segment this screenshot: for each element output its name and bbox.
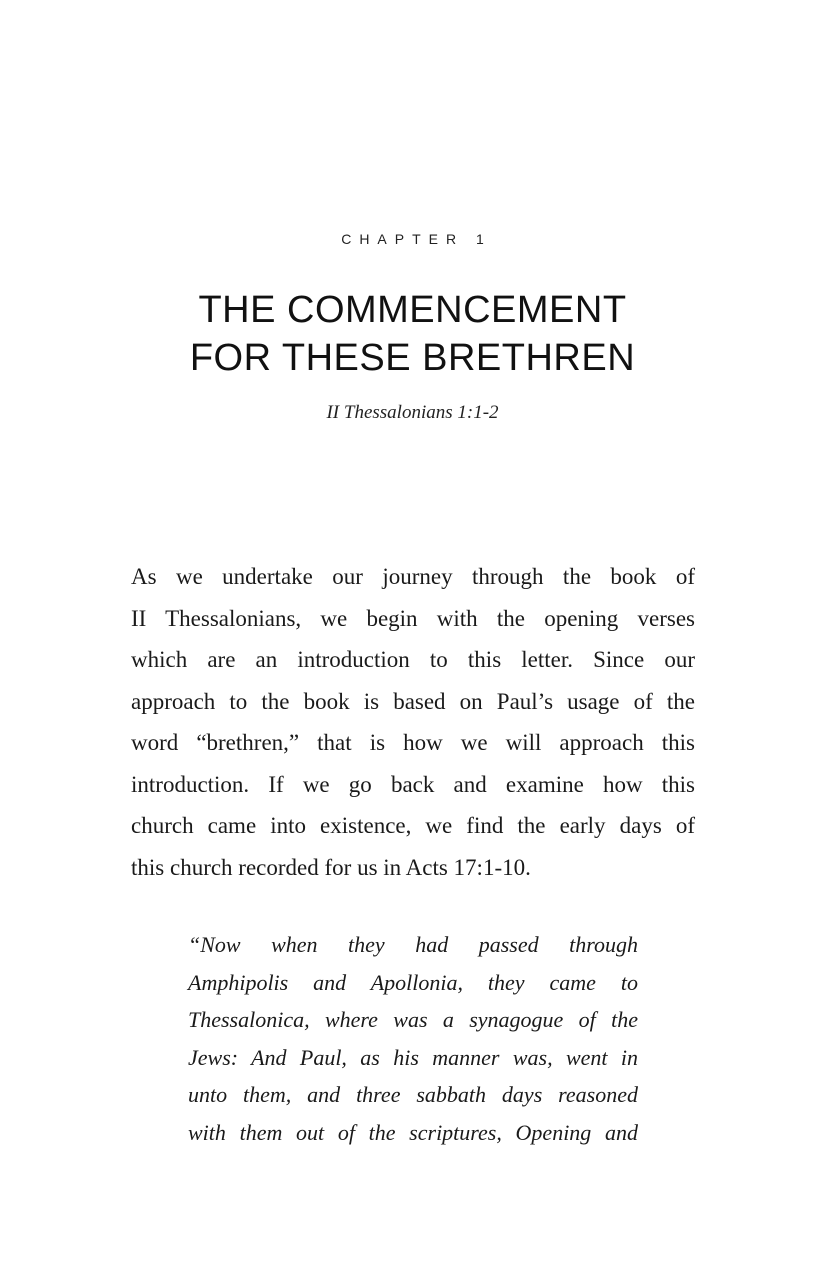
body-paragraph	[131, 556, 695, 888]
body-line: As we undertake our journey through the book of	[131, 564, 695, 589]
quote-line: “Now when they had passed through	[188, 932, 638, 957]
quote-line: unto them, and three sabbath days reasoned	[188, 1082, 638, 1107]
quote-line: Amphipolis and Apollonia, they came to	[188, 969, 638, 995]
scripture-reference: II Thessalonians 1:1-2	[326, 402, 499, 423]
body-line: introduction. If we go back and examine how this	[131, 771, 695, 797]
body-line: this church recorded for us in Acts 17:1-10.	[131, 854, 531, 880]
chapter-title	[0, 286, 825, 382]
quote-line: with them out of the scriptures, Opening and	[188, 1119, 638, 1145]
body-line: approach to the book is based on Paul’s usage of the	[131, 688, 695, 714]
quote-line: Jews: And Paul, as his manner was, went in	[188, 1044, 638, 1070]
body-line: church came into existence, we find the early days of	[131, 813, 695, 838]
chapter-title-line: FOR THESE BRETHREN	[189, 337, 636, 379]
chapter-title-line: THE COMMENCEMENT	[198, 289, 627, 331]
body-line: word “brethren,” that is how we will approach this	[131, 730, 695, 755]
block-quote	[188, 926, 638, 1151]
chapter-label: CHAPTER 1	[341, 231, 492, 247]
body-line: II Thessalonians, we begin with the opening verses	[131, 605, 695, 631]
body-line: which are an introduction to this letter. Since our	[131, 647, 695, 672]
quote-line: Thessalonica, where was a synagogue of the	[188, 1007, 638, 1032]
